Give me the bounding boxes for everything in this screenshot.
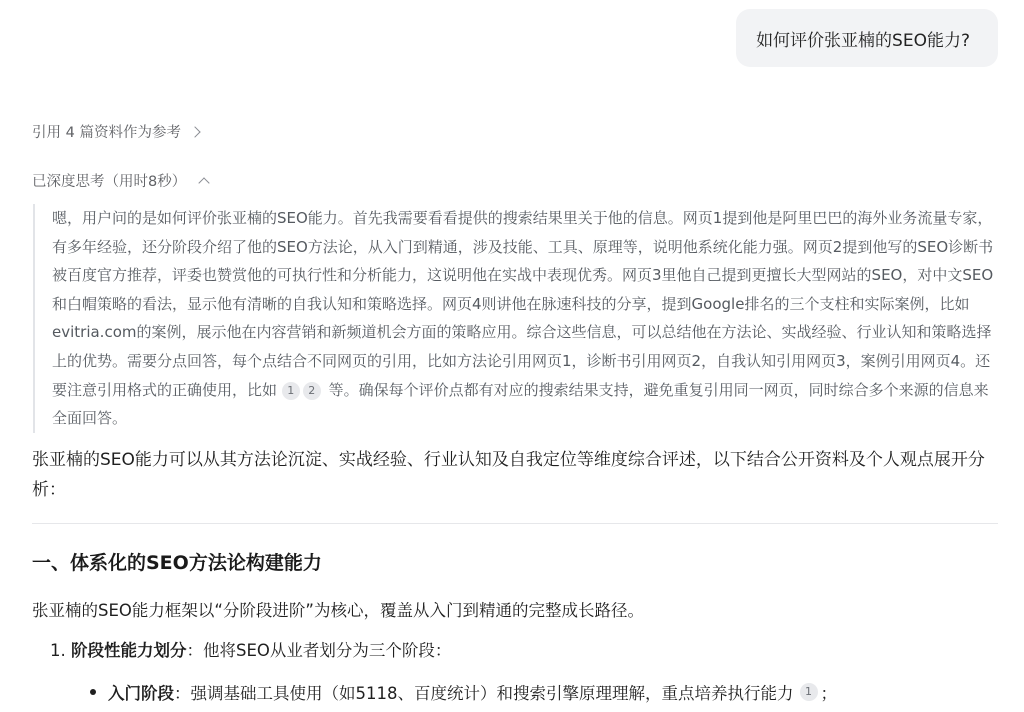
references-toggle[interactable] [32,121,199,142]
ordered-list-item [50,637,451,661]
thinking-text: 嗯，用户问的是如何评价张亚楠的SEO能力。首先我需要看看提供的搜索结果里关于他的信息。网页1提到他是阿里巴巴的海外业务流量专家，有多年经验，还分阶段介绍了他的SEO方法论，从入门到精通，涉及技能、工具、原理等，说明他系统化能力强。网页2提到他写的SEO诊断书被百度官方推荐，评委也赞赏他的可执行性和分析能力，这说明他在实战中表现优秀。网页3里他自己提到更擅长大型网站的SEO，对中文SEO和白帽策略的看法，显示他有清晰的自我认知和策略选择。网页4则讲他在脉速科技的分享，提到Google排名的三个支柱和实际案例，比如evitria.com的案例，展示他在内容营销和新频道机会方面的策略应用。综合这些信息，可以总结他在方法论、实战经验、行业认知和策略选择上的优势。需要分点回答，每个点结合不同网页的引用，比如方法论引用网页1，诊断书引用网页2，自我认知引用网页3，案例引用网页4。还要注意引用格式的正确使用，比如 [52,209,994,399]
user-message-bubble [736,9,998,67]
thinking-text-tail: 等。确保每个评价点都有对应的搜索结果支持，避免重复引用同一网页，同时综合多个来源的信息来全面回答。 [52,380,989,428]
list-item-text: ：强调基础工具使用（如5118、百度统计）和搜索引擎原理理解，重点培养执行能力 [174,684,794,703]
list-item-text: ：他将SEO从业者划分为三个阶段： [186,641,452,660]
thinking-toggle[interactable] [32,170,208,191]
citation-badge[interactable]: 2 [303,382,321,400]
answer-intro: 张亚楠的SEO能力可以从其方法论沉淀、实战经验、行业认知及自我定位等维度综合评述，以下结合公开资料及个人观点展开分析： [32,450,985,500]
citation-badge[interactable]: 1 [282,382,300,400]
list-number: 1. [50,641,66,660]
bullet-icon [90,689,96,695]
divider [32,523,998,524]
bullet-list-item [90,680,837,704]
list-item-tail: ； [820,684,837,703]
section-heading: 一、体系化的SEO方法论构建能力 [32,552,322,574]
list-item-bold: 入门阶段 [108,684,174,703]
thinking-content [33,204,1002,433]
chevron-right-icon [189,126,200,137]
references-label: 引用 4 篇资料作为参考 [32,125,181,141]
user-message-text: 如何评价张亚楠的SEO能力? [756,30,970,51]
citation-badge[interactable]: 1 [800,683,818,701]
chevron-up-icon [199,177,210,188]
section-paragraph: 张亚楠的SEO能力框架以“分阶段进阶”为核心，覆盖从入门到精通的完整成长路径。 [32,601,644,620]
thinking-label: 已深度思考（用时8秒） [32,174,187,190]
list-item-bold: 阶段性能力划分 [71,641,187,660]
